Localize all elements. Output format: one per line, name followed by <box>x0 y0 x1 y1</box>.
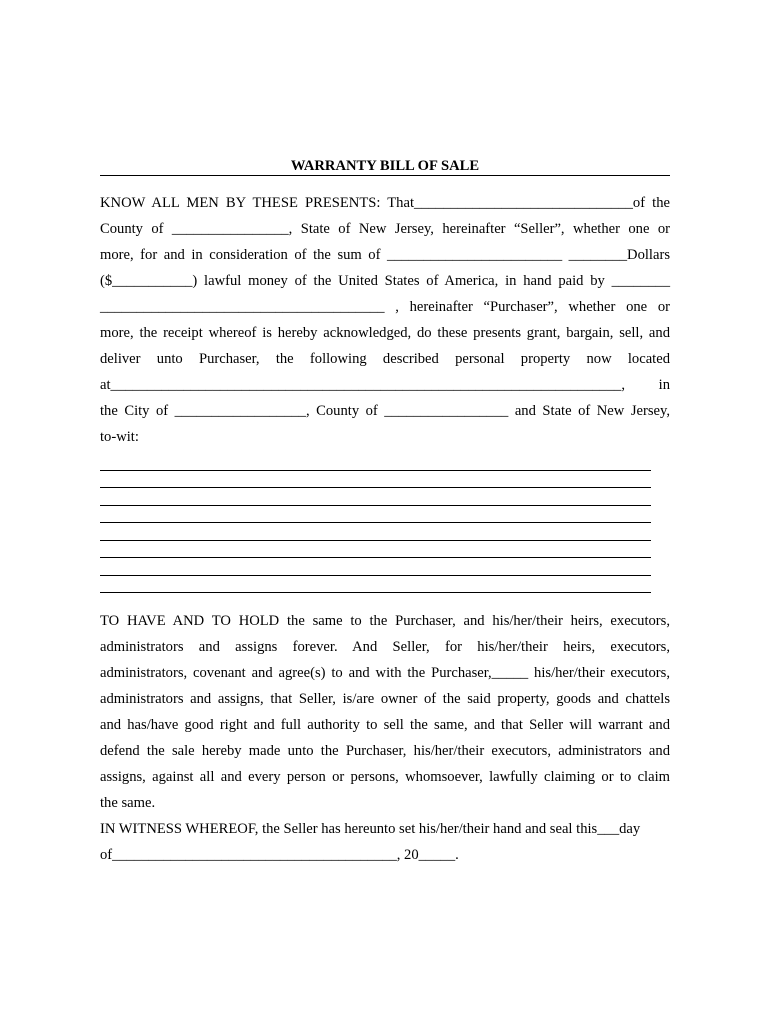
intro-line-10: to-wit: <box>100 429 139 445</box>
body-line-7: assigns, against all and every person or persons, whomsoever, lawfully claiming or to claim <box>100 769 670 785</box>
title-underline <box>100 175 670 176</box>
witness-line-2: of_______________________________________, 20_____. <box>100 847 459 863</box>
intro-line-1: KNOW ALL MEN BY THESE PRESENTS: That______________________________of the <box>100 195 670 211</box>
body-line-4: administrators and assigns, that Seller, is/are owner of the said property, goods and chattels <box>100 691 670 707</box>
body-line-1: TO HAVE AND TO HOLD the same to the Purchaser, and his/her/their heirs, executors, <box>100 613 670 629</box>
document-title: WARRANTY BILL OF SALE <box>290 158 480 174</box>
intro-line-8: at______________________________________________________________________, in <box>100 377 670 393</box>
intro-line-7: deliver unto Purchaser, the following described personal property now located <box>100 351 670 367</box>
property-description-line[interactable] <box>100 592 651 593</box>
property-description-line[interactable] <box>100 470 651 471</box>
body-line-8: the same. <box>100 795 156 811</box>
intro-line-6: more, the receipt whereof is hereby acknowledged, do these presents grant, bargain, sell, and <box>100 325 670 341</box>
property-description-line[interactable] <box>100 522 651 523</box>
witness-line-1: IN WITNESS WHEREOF, the Seller has hereunto set his/her/their hand and seal this___day <box>100 821 641 837</box>
body-line-3: administrators, covenant and agree(s) to and with the Purchaser,_____ his/her/their executors, <box>100 665 670 681</box>
intro-line-5: _______________________________________ , hereinafter “Purchaser”, whether one or <box>100 299 670 315</box>
intro-line-4: ($___________) lawful money of the United States of America, in hand paid by ________ <box>100 273 670 289</box>
body-line-2: administrators and assigns forever. And Seller, for his/her/their heirs, executors, <box>100 639 670 655</box>
property-description-line[interactable] <box>100 487 651 488</box>
intro-line-9: the City of __________________, County of _________________ and State of New Jersey, <box>100 403 670 419</box>
property-description-line[interactable] <box>100 557 651 558</box>
intro-line-3: more, for and in consideration of the sum of ________________________ ________Dollars <box>100 247 670 263</box>
property-description-line[interactable] <box>100 540 651 541</box>
body-line-6: defend the sale hereby made unto the Purchaser, his/her/their executors, administrators and <box>100 743 670 759</box>
body-line-5: and has/have good right and full authority to sell the same, and that Seller will warrant and <box>100 717 670 733</box>
intro-line-2: County of ________________, State of New Jersey, hereinafter “Seller”, whether one or <box>100 221 670 237</box>
property-description-line[interactable] <box>100 575 651 576</box>
property-description-line[interactable] <box>100 505 651 506</box>
